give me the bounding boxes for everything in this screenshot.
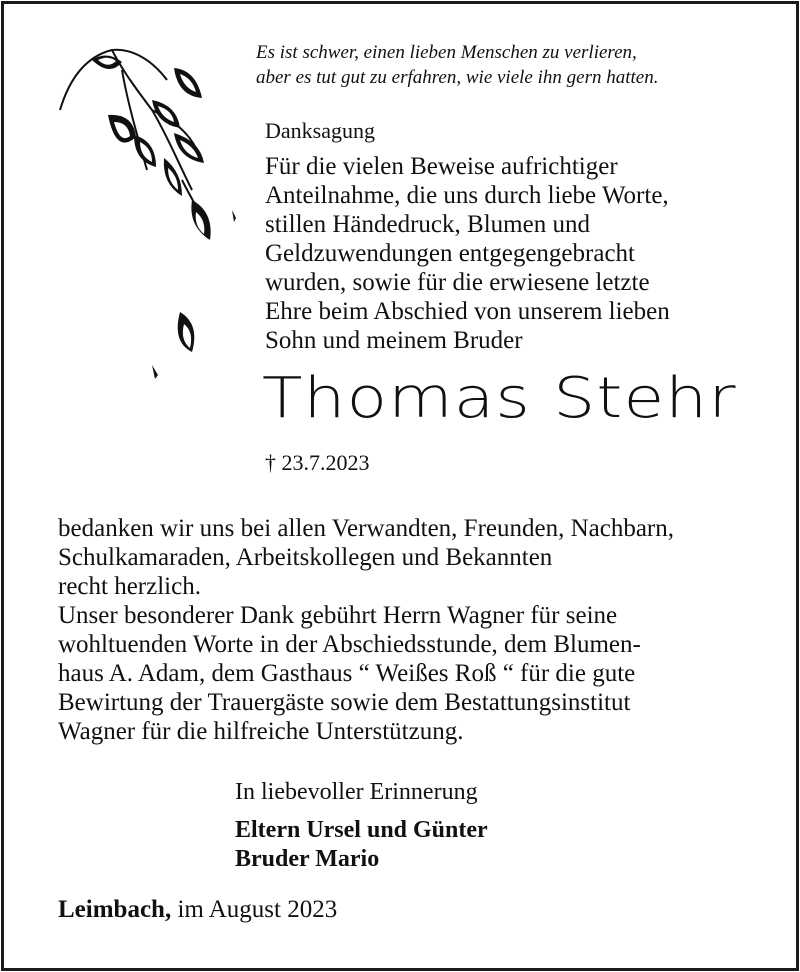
body-line: Wagner für die hilfreiche Unterstützung. bbox=[58, 718, 464, 745]
obituary-frame bbox=[1, 1, 799, 971]
motto-line-2: aber es tut gut zu erfahren, wie viele ihn gern hatten. bbox=[256, 67, 659, 88]
signer-parents: Eltern Ursel und Günter bbox=[235, 817, 488, 843]
intro-line: Geldzuwendungen entgegengebracht bbox=[265, 240, 635, 267]
closing-line bbox=[58, 896, 337, 924]
intro-line: stillen Händedruck, Blumen und bbox=[265, 211, 590, 238]
body-line: recht herzlich. bbox=[58, 573, 201, 600]
body-line: Unser besonderer Dank gebührt Herrn Wagner für seine bbox=[58, 602, 618, 629]
thanks-body bbox=[58, 514, 778, 746]
body-line: Bewirtung der Trauergäste sowie dem Bestattungsinstitut bbox=[58, 689, 631, 716]
intro-line: Anteilnahme, die uns durch liebe Worte, bbox=[265, 182, 669, 209]
intro-line: wurden, sowie für die erwiesene letzte bbox=[265, 269, 650, 296]
intro-paragraph bbox=[265, 152, 785, 355]
birch-branch-icon bbox=[52, 40, 252, 390]
heading-danksagung: Danksagung bbox=[265, 118, 375, 143]
death-date: † 23.7.2023 bbox=[265, 450, 370, 475]
motto bbox=[256, 40, 776, 90]
body-line: haus A. Adam, dem Gasthaus “ Weißes Roß “ für die gute bbox=[58, 660, 636, 687]
motto-line-1: Es ist schwer, einen lieben Menschen zu verlieren, bbox=[256, 42, 637, 63]
deceased-name: Thomas Stehr bbox=[262, 366, 737, 431]
closing-date: im August 2023 bbox=[171, 896, 338, 923]
memory-line: In liebevoller Erinnerung bbox=[235, 779, 478, 805]
body-line: bedanken wir uns bei allen Verwandten, Freunden, Nachbarn, bbox=[58, 515, 675, 542]
closing-place: Leimbach, bbox=[58, 896, 172, 923]
body-line: Schulkamaraden, Arbeitskollegen und Bekannten bbox=[58, 544, 553, 571]
signers bbox=[235, 816, 488, 874]
intro-line: Sohn und meinem Bruder bbox=[265, 327, 523, 354]
signer-brother: Bruder Mario bbox=[235, 846, 380, 872]
body-line: wohltuenden Worte in der Abschiedsstunde, dem Blumen- bbox=[58, 631, 641, 658]
intro-line: Ehre beim Abschied von unserem lieben bbox=[265, 298, 670, 325]
intro-line: Für die vielen Beweise aufrichtiger bbox=[265, 153, 618, 180]
